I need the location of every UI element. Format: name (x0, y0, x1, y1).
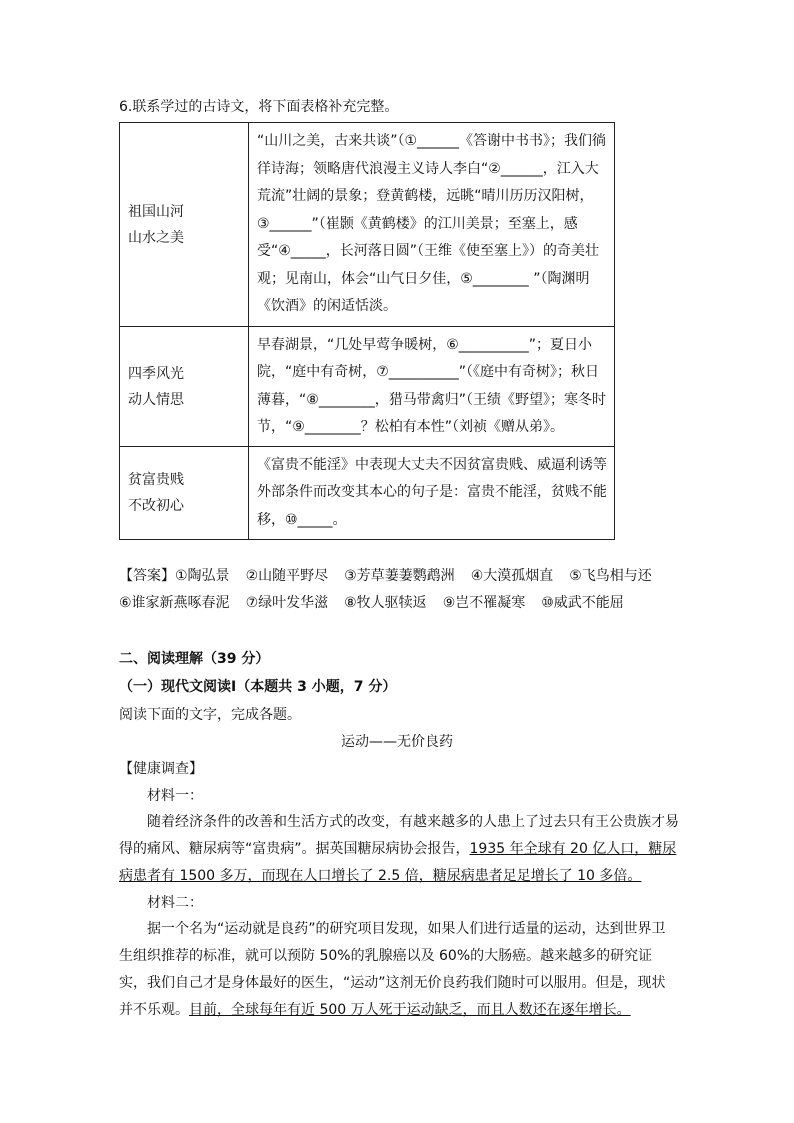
question-6-title: 6.联系学过的古诗文，将下面表格补充完整。 (119, 99, 399, 115)
material-1-text: 随着经济条件的改善和生活方式的改变，有越来越多的人患上了过去只有王公贵族才易得的痛风、糖尿病等“富贵病”。据英国糖尿病协会报告，1935 年全球有 20 亿人口，糖尿病患者有 1500 多万，而现在人口增长了 2.5 倍，糖尿病患者足足增长了 10 多倍。 (119, 814, 679, 884)
answer-item: ⑩威武不能屈 (541, 595, 624, 611)
answer-item: ⑦绿叶发华滋 (245, 595, 329, 611)
row-content: 早春湖景，“几处早莺争暖树，⑥__________”；夏日小院，“庭中有奇树，⑦__________”（《庭中有奇树》；秋日薄暮，“⑧________，猎马带禽归”（王绩《野望》；寒冬时节，“⑨________？松柏有本性”（刘祯《赠从弟》。 (249, 327, 615, 447)
row-label: 四季风光 动人情思 (120, 327, 249, 447)
section-heading: 二、阅读理解（39 分） (119, 651, 270, 667)
underlined-text: 1935 年全球有 20 亿人口，糖尿病患者有 1500 多万，而现在人口增长了 2.5 倍，糖尿病患者足足增长了 10 多倍。 (119, 841, 677, 884)
table-row (120, 327, 615, 447)
answer-item: ⑧牧人驱犊返 (344, 595, 427, 611)
instruction: 阅读下面的文字，完成各题。 (119, 707, 301, 723)
answer-item: ⑥谁家新燕啄春泥 (119, 595, 230, 611)
answer-label: 【答案】 (119, 568, 175, 584)
material-2-label: 材料二： (147, 895, 203, 911)
survey-label: 【健康调查】 (119, 761, 203, 777)
answer-item: ②山随平野尽 (245, 568, 329, 584)
answer-item: ④大漠孤烟直 (470, 568, 554, 584)
underlined-text: 目前，全球每年有近 500 万人死于运动缺乏，而且人数还在逐年增长。 (189, 1002, 631, 1018)
answer-item: ①陶弘景 (175, 568, 230, 584)
material-1-label: 材料一： (147, 788, 203, 804)
row-label: 贫富贵贱 不改初心 (120, 447, 249, 540)
row-content: 《富贵不能淫》中表现大丈夫不因贫富贵贱、威逼利诱等外部条件而改变其本心的句子是：富贵不能淫，贫贱不能移，⑩_____。 (249, 447, 615, 540)
sub-heading: （一）现代文阅读Ⅰ（本题共 3 小题，7 分） (119, 679, 397, 695)
article-title: 运动——无价良药 (341, 734, 453, 750)
answer-block (119, 563, 679, 617)
answer-item: ⑨岂不罹凝寒 (442, 595, 526, 611)
poetry-table (119, 122, 615, 540)
table-row (120, 123, 615, 327)
row-label: 祖国山河 山水之美 (120, 123, 249, 327)
answer-item: ③芳草萋萋鹦鹉洲 (344, 568, 455, 584)
table-row (120, 447, 615, 540)
material-2-text: 据一个名为“运动就是良药”的研究项目发现，如果人们进行适量的运动，达到世界卫生组织推荐的标准，就可以预防 50%的乳腺癌以及 60%的大肠癌。越来越多的研究证实，我们自己才是身体最好的医生，“运动”这剂无价良药我们随时可以服用。但是，现状并不乐观。目前，全球每年有近 500 万人死于运动缺乏，而且人数还在逐年增长。 (119, 921, 666, 1018)
answer-item: ⑤飞鸟相与还 (569, 568, 652, 584)
row-content: “山川之美，古来共谈”（①______《答谢中书书》；我们徜徉诗海；领略唐代浪漫主义诗人李白“②______，江入大荒流”壮阔的景象；登黄鹤楼，远眺“晴川历历汉阳树，③______”（崔颢《黄鹤楼》的江川美景；至塞上，感受“④_____，长河落日圆”（王维《使至塞上》）的奇美壮观；见南山，体会“山气日夕佳，⑤________ ”（陶渊明《饮酒》的闲适恬淡。 (249, 123, 615, 327)
